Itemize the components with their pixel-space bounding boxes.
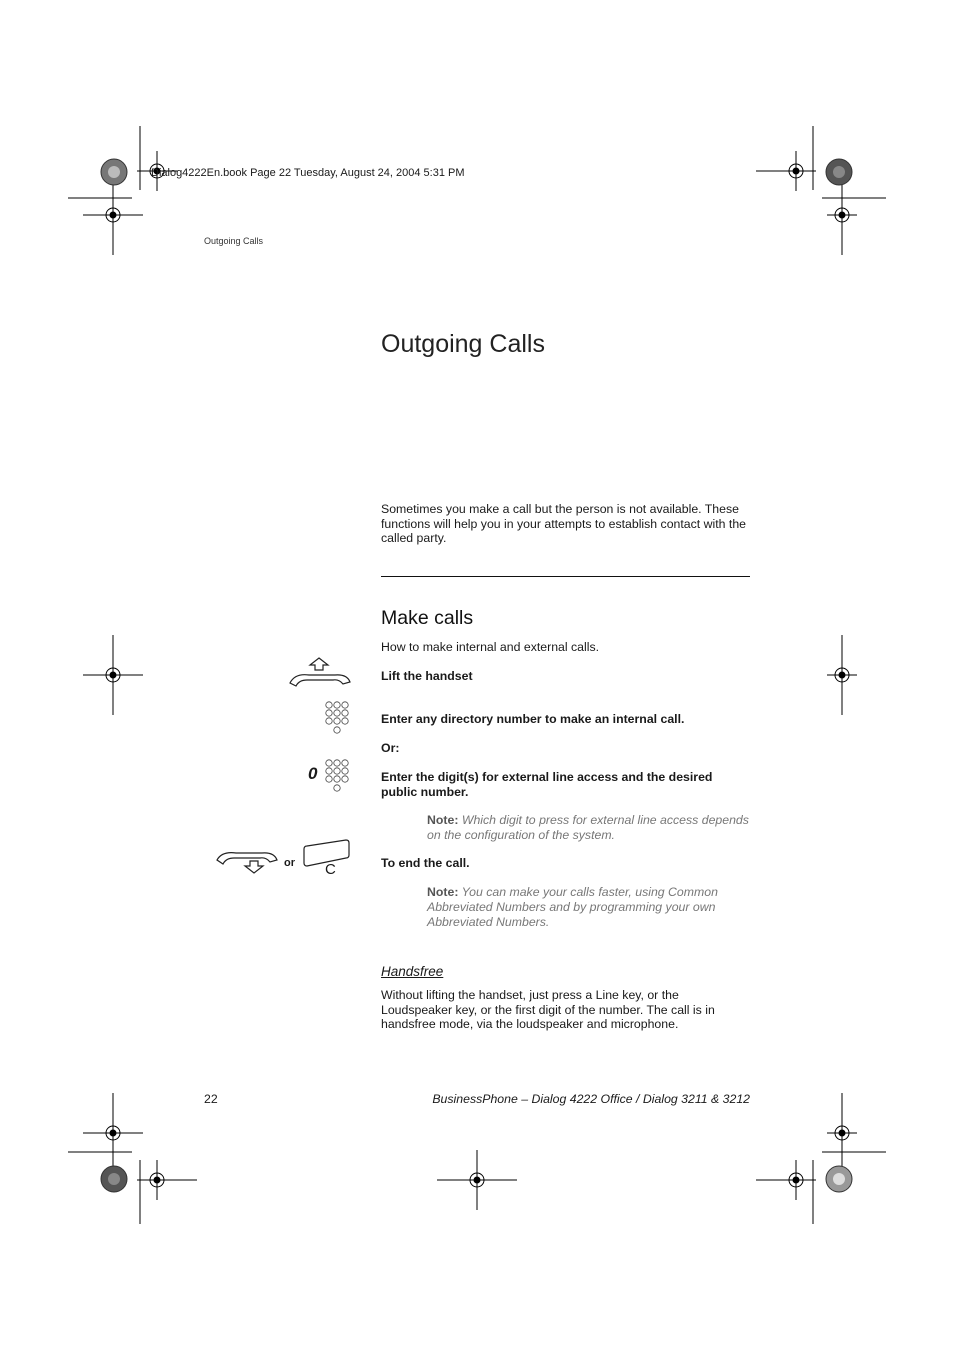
handset-replace-icon <box>214 848 280 874</box>
note-label: Note: <box>427 813 459 827</box>
step-or: Or: <box>381 741 400 755</box>
running-head: Outgoing Calls <box>204 236 264 246</box>
intro-paragraph: Sometimes you make a call but the person is not available. These functions will help you in your attempts to establish contact with the called party. <box>381 502 746 545</box>
section-title: Make calls <box>381 607 474 629</box>
note-external-access <box>427 813 757 843</box>
section-divider <box>381 576 750 577</box>
print-slug: Dialog4222En.book Page 22 Tuesday, August 24, 2004 5:31 PM <box>151 167 465 179</box>
handsfree-paragraph: Without lifting the handset, just press a Line key, or the Loudspeaker key, or the first digit of the number. The call is in handsfree mode, via the loudspeaker and microphone. <box>381 988 715 1031</box>
handset-lift-icon <box>287 655 353 691</box>
note-text: Which digit to press for external line access depends on the configuration of the system. <box>427 813 749 842</box>
step-external-call: Enter the digit(s) for external line access and the desired public number. <box>381 770 713 799</box>
step-internal-call: Enter any directory number to make an internal call. <box>381 712 685 726</box>
handsfree-heading: Handsfree <box>381 964 444 979</box>
footer-product: BusinessPhone – Dialog 4222 Office / Dialog 3211 & 3212 <box>432 1092 750 1106</box>
note-text: You can make your calls faster, using Common Abbreviated Numbers and by programming your own Abbreviated Numbers. <box>427 885 718 929</box>
zero-key-label: 0 <box>308 764 318 783</box>
keypad-icon <box>324 700 350 738</box>
note-abbreviated-numbers <box>427 885 757 930</box>
clear-key-label: C <box>325 861 336 878</box>
or-label: or <box>284 857 295 869</box>
step-end-call: To end the call. <box>381 856 470 870</box>
page-number: 22 <box>204 1092 218 1106</box>
section-subtitle: How to make internal and external calls. <box>381 640 600 654</box>
page-title: Outgoing Calls <box>381 330 545 358</box>
note-label: Note: <box>427 885 459 899</box>
step-lift-handset: Lift the handset <box>381 669 473 683</box>
keypad-icon <box>324 758 350 796</box>
